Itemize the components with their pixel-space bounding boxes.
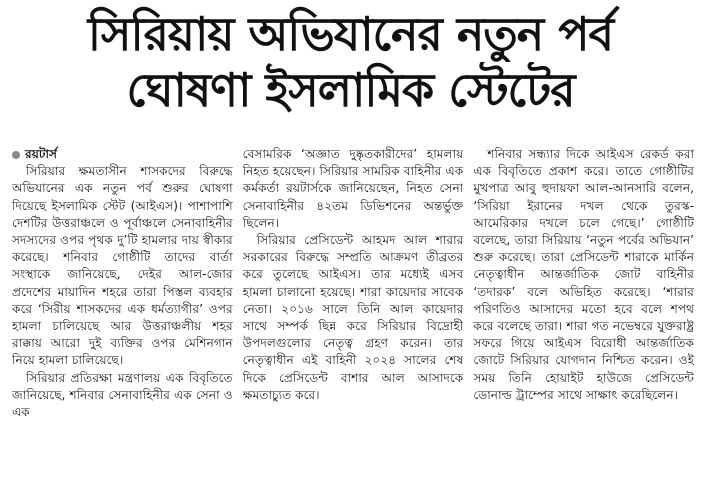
column-2	[243, 146, 464, 490]
paragraph: সিরিয়ার ক্ষমতাসীন শাসকদের বিরুদ্ধে অভিযানের এক নতুন পর্ব শুরুর ঘোষণা দিয়েছে ইসলামিক স্টেট (আইএস)। পাশাপাশি দেশটির উত্তরাঞ্চলে ও পূর্বাঞ্চলে সেনাবাহিনীর সদস্যদের ওপর পৃথক দু’টি হামলার দায় স্বীকার করেছে। শনিবার গোষ্ঠীটি তাদের বার্তা সংস্থাকে জানিয়েছে, দেইর আল-জোর প্রদেশের মায়াদিন শহরে তারা পিস্তল ব্যবহার করে ‘সিরীয় শাসকদের এক ধর্মত্যাগীর’ ওপর হামলা চালিয়েছে আর উত্তরাঞ্চলীয় শহর রাক্কায় আরো দুই ব্যক্তির ওপর মেশিনগান নিয়ে হামলা চালিয়েছে।	[12, 164, 233, 368]
article-body	[12, 146, 694, 490]
paragraph: শনিবার সন্ধ্যার দিকে আইএস রেকর্ড করা এক বিবৃতিতে প্রকাশ করে। তাতে গোষ্ঠীটির মুখপাত্র আবু হুদায়ফা আল-আনসারি বলেন, ‘সিরিয়া ইরানের দখল থেকে তুরস্ক-আমেরিকার দখলে চলে গেছে।’ গোষ্ঠীটি বলেছে, তারা সিরিয়ায় ‘নতুন পর্বের অভিযান’ শুরু করেছে। তারা প্রেসিডেন্ট শারাকে মার্কিন নেতৃত্বাধীন আন্তর্জাতিক জোট বাহিনীর ‘তদারক’ বলে অভিহিত করেছে। ‘শারার পরিণতিও আসাদের মতো হবে বলে শপথ করে বলেছে তারা। শারা গত নভেম্বরে যুক্তরাষ্ট্র সফরে গিয়ে আইএস বিরোধী আন্তর্জাতিক জোটে সিরিয়ার যোগদান নিশ্চিত করেন। ওই সময় তিনি হোয়াইট হাউজে প্রেসিডেন্ট ডোনাল্ড ট্রাম্পের সাথে সাক্ষাৎ করেছিলেন।	[473, 147, 695, 402]
byline	[12, 146, 233, 163]
byline-text: রয়টার্স	[25, 147, 58, 161]
headline	[0, 6, 701, 118]
column-3	[473, 146, 694, 490]
paragraph: বেসামরিক ‘অজ্ঞাত দুষ্কৃতকারীদের’ হামলায় নিহত হয়েছেন। সিরিয়ার সামরিক বাহিনীর এক কর্মকর্তা রয়টার্সকে জানিয়েছেন, নিহত সেনা সেনাবাহিনীর ৪২তম ডিভিশনের অন্তর্ভুক্ত ছিলেন।	[242, 147, 464, 230]
paragraph: সিরিয়ার প্রতিরক্ষা মন্ত্রণালয় এক বিবৃতিতে জানিয়েছে, শনিবার সেনাবাহিনীর এক সেনা ও এক	[12, 370, 233, 420]
column-1	[12, 146, 233, 490]
headline-line-1: সিরিয়ায় অভিযানের নতুন পর্ব	[87, 7, 614, 61]
paragraph: সিরিয়ার প্রেসিডেন্ট আহমদ আল শারার সরকারের বিরুদ্ধে সম্প্রতি আক্রমণ তীব্রতর করে তুলেছে আইএস। তার মধ্যেই এসব হামলা চালানো হয়েছে। শারা কায়েদার সাবেক নেতা। ২০১৬ সালে তিনি আল কায়েদার সাথে সম্পর্ক ছিন্ন করে সিরিয়ার বিদ্রোহী উপদলগুলোর নেতৃত্ব গ্রহণ করেন। তার নেতৃত্বাধীন এই বাহিনী ২০২৪ সালের শেষ দিকে প্রেসিডেন্ট বাশার আল আসাদকে ক্ষমতাচ্যুত করে।	[242, 233, 464, 402]
bullet-icon	[12, 151, 20, 159]
headline-line-2: ঘোষণা ইসলামিক স্টেটের	[126, 63, 575, 117]
